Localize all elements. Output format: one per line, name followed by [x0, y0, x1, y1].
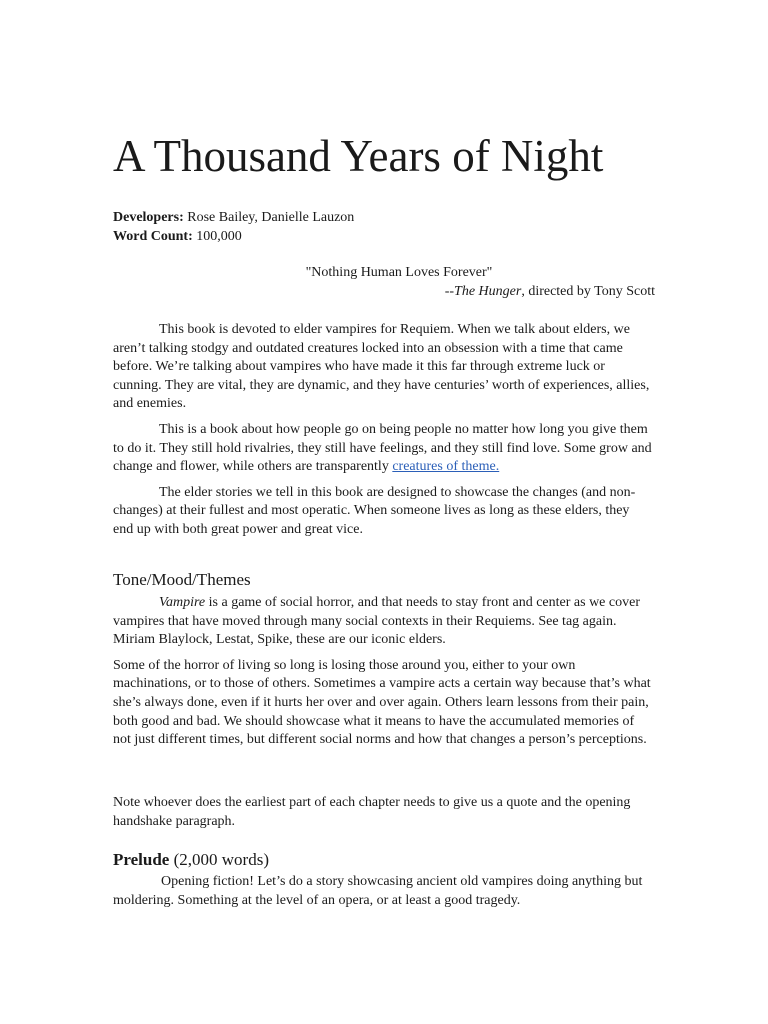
- tone-section: [113, 594, 653, 750]
- tone-mood-themes-heading: Tone/Mood/Themes: [113, 570, 251, 589]
- word-count-value: 100,000: [196, 229, 242, 244]
- vampire-title: Vampire: [159, 595, 206, 610]
- intro-paragraph-1: This book is devoted to elder vampires for Requiem. When we talk about elders, we aren’t talking stodgy and outdated creatures locked into an obsession with a time that came before. We’re talking about vampires who have made it this far through extreme luck or cunning. They are vital, they are dynamic, and they have centuries’ worth of experiences, allies, and enemies.: [113, 322, 650, 412]
- prelude-section: [113, 873, 653, 910]
- epigraph-attribution: [113, 282, 655, 301]
- epigraph-quote: "Nothing Human Loves Forever": [305, 265, 493, 280]
- epigraph: [113, 263, 655, 301]
- prelude-paragraph: Opening fiction! Let’s do a story showcasing ancient old vampires doing anything but moldering. Something at the level of an opera, or at least a good tragedy.: [113, 874, 643, 908]
- intro-paragraph-2: [113, 421, 653, 477]
- word-count-label: Word Count:: [113, 229, 193, 244]
- epigraph-credit: , directed by Tony Scott: [521, 284, 655, 299]
- developers-value: Rose Bailey, Danielle Lauzon: [187, 210, 355, 225]
- word-count-line: [113, 227, 354, 246]
- intro-paragraph-3: The elder stories we tell in this book are designed to showcase the changes (and non-changes) at their fullest and most operatic. When someone lives as long as these elders, they end up with both great power and great vice.: [113, 484, 636, 537]
- prelude-heading-bold: Prelude: [113, 850, 170, 869]
- document-metadata: [113, 208, 354, 246]
- tone-paragraph-1-text: is a game of social horror, and that needs to stay front and center as we cover vampires that have moved through many social contexts in their Requiems. See tag again. Miriam Blaylock, Lestat, Spike, these are our iconic elders.: [113, 595, 640, 648]
- developers-label: Developers:: [113, 210, 184, 225]
- intro-paragraph-2-text: This is a book about how people go on being people no matter how long you give them to do it. They still hold rivalries, they still have feelings, and they still find love. Some grow and change and flower, while others are transparently: [113, 421, 652, 475]
- note-section: [113, 794, 653, 831]
- developers-line: [113, 208, 354, 227]
- prelude-word-count: (2,000 words): [169, 850, 269, 869]
- prelude-heading: [113, 849, 269, 871]
- tone-paragraph-1: [113, 594, 653, 650]
- creatures-of-theme-link[interactable]: creatures of theme.: [392, 459, 500, 475]
- epigraph-source: The Hunger: [454, 284, 522, 299]
- document-title: A Thousand Years of Night: [113, 131, 604, 181]
- tone-paragraph-2: Some of the horror of living so long is losing those around you, either to your own machinations, or to those of others. Sometimes a vampire acts a certain way because that’s what she’s always done, even if it hurts her over and over again. Others learn lessons from their pain, both good and bad. We should showcase what it means to have the accumulated memories of not just different times, but different social norms and how that changes a person’s perceptions.: [113, 657, 651, 748]
- note-paragraph: Note whoever does the earliest part of each chapter needs to give us a quote and the opening handshake paragraph.: [113, 795, 631, 829]
- intro-section: [113, 321, 653, 540]
- epigraph-dash: --: [444, 284, 455, 299]
